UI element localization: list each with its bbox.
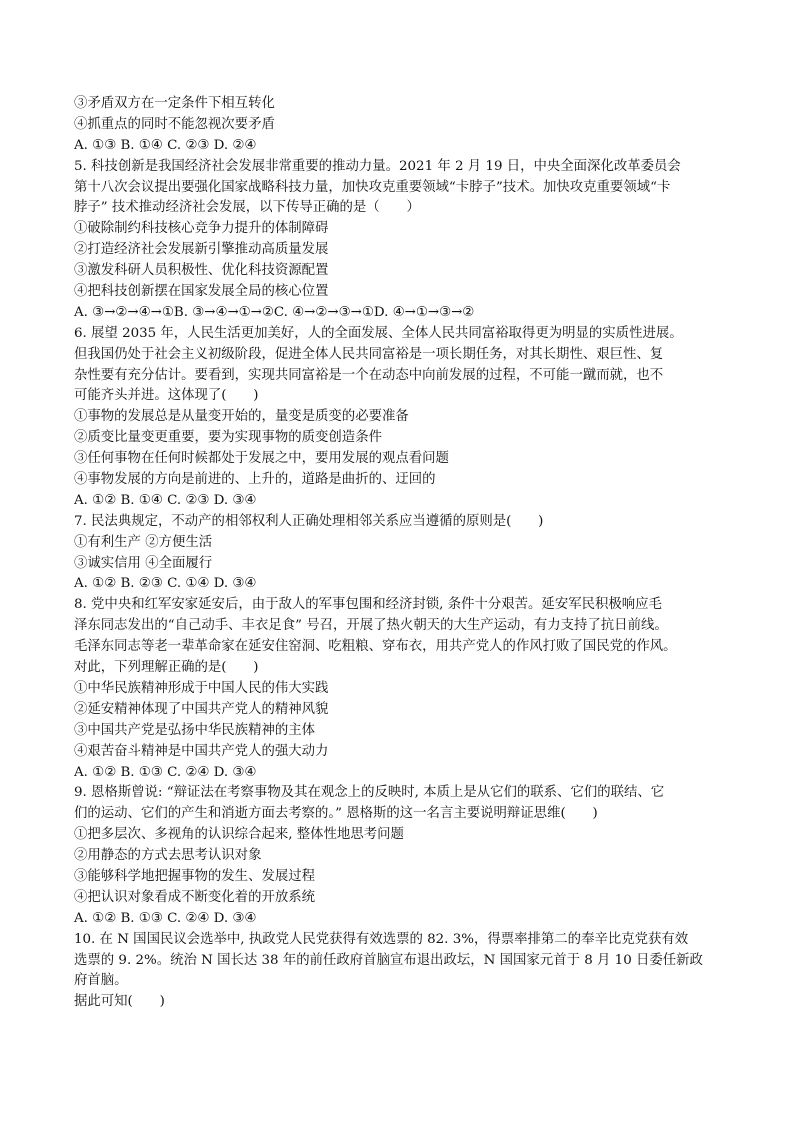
question-8-stem: 8. 党中央和红军安家延安后，由于敌人的军事包围和经济封锁, 条件十分艰苦。延安军民积极响应毛: [74, 597, 662, 613]
option-line: ④把科技创新摆在国家发展全局的核心位置: [74, 284, 329, 300]
option-line: ①破除制约科技核心竞争力提升的体制障碍: [74, 221, 329, 237]
option-line: ③诚实信用 ④全面履行: [74, 555, 213, 571]
option-line: ③能够科学地把握事物的发生、发展过程: [74, 868, 316, 884]
option-line: ③激发科研人员积极性、优化科技资源配置: [74, 263, 329, 279]
option-line: ④抓重点的同时不能忽视次要矛盾: [74, 116, 275, 132]
question-8-stem: 毛泽东同志等老一辈革命家在延安住窑洞、吃粗粮、穿布衣，用共产党人的作风打败了国民党的作风。: [74, 639, 677, 655]
question-8-stem: 泽东同志发出的“自己动手、丰衣足食” 号召，开展了热火朝天的大生产运动，有力支持了抗日前线。: [74, 618, 668, 634]
question-10-stem: 10. 在 N 国国民议会选举中, 执政党人民党获得有效选票的 82. 3%，得票率排第二的奉辛比克党获有效: [74, 931, 689, 947]
question-7-stem: 7. 民法典规定，不动产的相邻权利人正确处理相邻关系应当遵循的原则是( ): [74, 513, 544, 529]
option-line: ②质变比量变更重要，要为实现事物的质变创造条件: [74, 430, 382, 446]
option-line: ④事物发展的方向是前进的、上升的，道路是曲折的、迂回的: [74, 472, 436, 488]
question-9-stem: 9. 恩格斯曾说: “辩证法在考察事物及其在观念上的反映时, 本质上是从它们的联系、它们的联结、它: [74, 785, 665, 801]
option-line: ③任何事物在任何时候都处于发展之中，要用发展的观点看问题: [74, 451, 449, 467]
option-line: ③中国共产党是弘扬中华民族精神的主体: [74, 722, 316, 738]
answer-choices: A. ①② B. ①③ C. ②④ D. ③④: [74, 910, 257, 926]
option-line: ③矛盾双方在一定条件下相互转化: [74, 96, 275, 111]
question-6-stem: 6. 展望 2035 年，人民生活更加美好，人的全面发展、全体人民共同富裕取得更为明显的实质性进展。: [74, 325, 683, 341]
option-line: ②延安精神体现了中国共产党人的精神风貌: [74, 701, 329, 717]
option-line: ④把认识对象看成不断变化着的开放系统: [74, 889, 316, 905]
option-line: ②打造经济社会发展新引擎推动高质量发展: [74, 242, 329, 258]
answer-choices: A. ③→②→④→①B. ③→④→①→②C. ④→②→③→①D. ④→①→③→②: [74, 304, 475, 320]
question-5-stem: 第十八次会议提出要强化国家战略科技力量，加快攻克重要领域“卡脖子”技术。加快攻克重要领域“卡: [74, 179, 671, 195]
question-9-stem: 们的运动、它们的产生和消逝方面去考察的。” 恩格斯的这一名言主要说明辩证思维( ): [74, 806, 598, 822]
option-line: ①中华民族精神形成于中国人民的伟大实践: [74, 680, 329, 696]
option-line: ②用静态的方式去思考认识对象: [74, 848, 262, 864]
exam-page: [74, 94, 734, 1013]
question-5-stem: 脖子” 技术推动经济社会发展，以下传导正确的是（ ）: [74, 200, 420, 216]
answer-choices: A. ①③ B. ①④ C. ②③ D. ②④: [74, 137, 257, 153]
question-6-stem: 杂性要有充分估计。要看到，实现共同富裕是一个在动态中向前发展的过程，不可能一蹴而就，也不: [74, 367, 664, 383]
answer-choices: A. ①② B. ①③ C. ②④ D. ③④: [74, 764, 257, 780]
option-line: ④艰苦奋斗精神是中国共产党人的强大动力: [74, 743, 329, 759]
question-5-stem: 5. 科技创新是我国经济社会发展非常重要的推动力量。2021 年 2 月 19 日，中央全面深化改革委员会: [74, 158, 681, 174]
option-line: ①有利生产 ②方便生活: [74, 534, 213, 550]
question-10-stem: 府首脑。: [74, 973, 128, 989]
question-6-stem: 但我国仍处于社会主义初级阶段，促进全体人民共同富裕是一项长期任务，对其长期性、艰巨性、复: [74, 346, 664, 362]
answer-choices: A. ①② B. ②③ C. ①④ D. ③④: [74, 576, 257, 592]
question-8-stem: 对此，下列理解正确的是( ): [74, 660, 259, 676]
option-line: ①事物的发展总是从量变开始的，量变是质变的必要准备: [74, 409, 409, 425]
option-line: ①把多层次、多视角的认识综合起来, 整体性地思考问题: [74, 827, 404, 843]
answer-choices: A. ①② B. ①④ C. ②③ D. ③④: [74, 492, 257, 508]
question-6-stem: 可能齐头并进。这体现了( ): [74, 388, 259, 404]
question-10-prompt: 据此可知( ): [74, 994, 165, 1010]
question-10-stem: 选票的 9. 2%。统治 N 国长达 38 年的前任政府首脑宣布退出政坛，N 国国家元首于 8 月 10 日委任新政: [74, 952, 703, 968]
